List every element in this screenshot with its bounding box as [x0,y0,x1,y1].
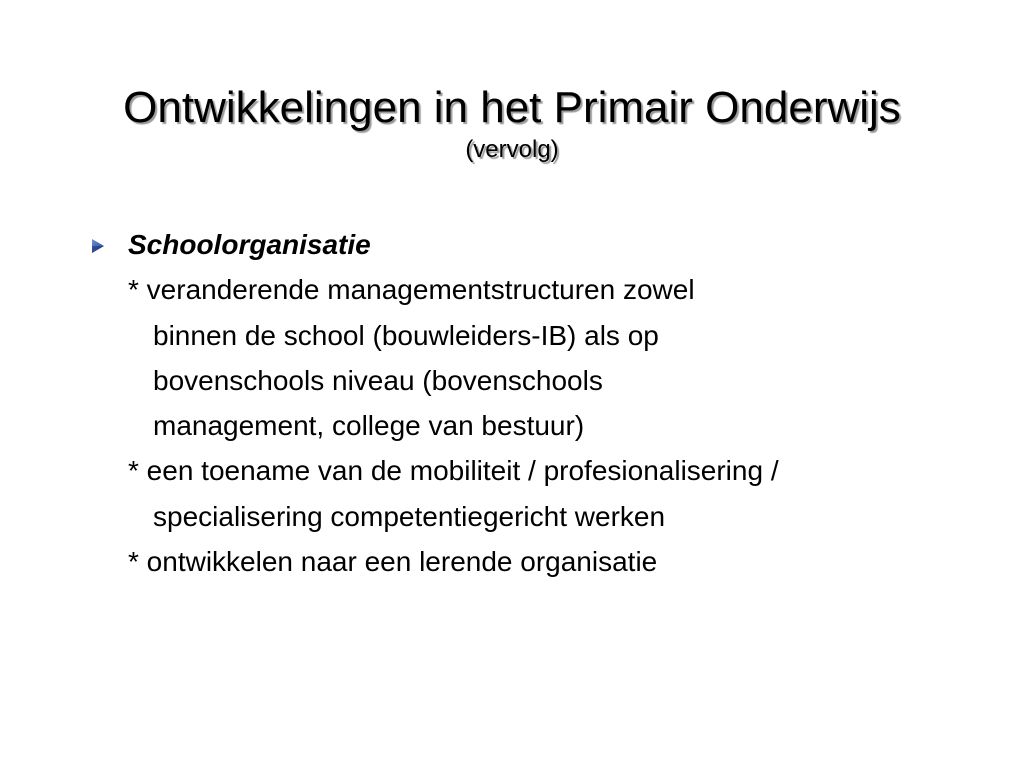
slide-subtitle: (vervolg) [465,136,559,163]
bullet-line: management, college van bestuur) [153,410,585,441]
bullet-line: bovenschools niveau (bovenschools [153,365,603,396]
bullet-line: * veranderende managementstructuren zowel [128,274,695,305]
bullet-line: * ontwikkelen naar een lerende organisatie [128,546,658,577]
slide-title: Ontwikkelingen in het Primair Onderwijs [123,83,901,132]
blue-triangle-arrow-icon [91,238,105,254]
bullet-line: * een toename van de mobiliteit / profesionalisering / [128,455,779,486]
bullet-line: binnen de school (bouwleiders-IB) als op [153,320,659,351]
bullet-line: specialisering competentiegericht werken [153,501,666,532]
bullet-heading: Schoolorganisatie [128,229,371,260]
